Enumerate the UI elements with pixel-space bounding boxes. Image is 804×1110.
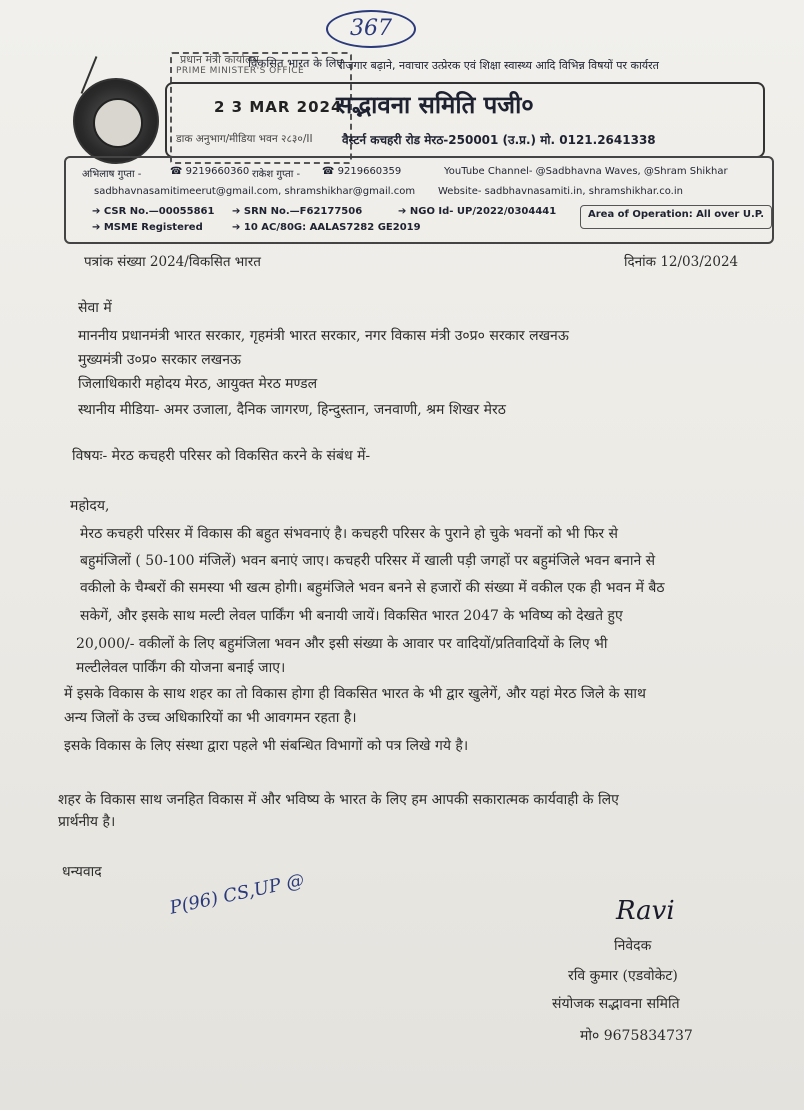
closing-line: शहर के विकास साथ जनहित विकास में और भविष्य के भारत के लिए हम आपकी सकारात्मक कार्यवाही के लिए	[58, 792, 619, 808]
stamp-line2: PRIME MINISTER'S OFFICE	[176, 66, 305, 76]
body-line: मेरठ कचहरी परिसर में विकास की बहुत संभवनाएं है। कचहरी परिसर के पुराने हो चुके भवनों को भी फिर से	[80, 526, 619, 542]
signature: Ravi	[616, 896, 675, 926]
org-name: सद्भावना समिति पजी०	[336, 90, 534, 119]
letter-ref: पत्रांक संख्या 2024/विकसित भारत	[84, 254, 262, 270]
to-line: माननीय प्रधानमंत्री भारत सरकार, गृहमंत्री भारत सरकार, नगर विकास मंत्री उ०प्र० सरकार लखनऊ	[78, 328, 569, 344]
body-line: बहुमंजिलों ( 50-100 मंजिलें) भवन बनाएं जाए। कचहरी परिसर में खाली पड़ी जगहों पर बहुमंजिले भवन बनाने से	[80, 553, 656, 569]
subject-line: विषयः- मेरठ कचहरी परिसर को विकसित करने के संबंध में-	[72, 448, 371, 464]
body-line: इसके विकास के लिए संस्था द्वारा पहले भी संबन्धित विभागों को पत्र लिखे गये है।	[64, 738, 469, 754]
body-line: वकीलो के चैम्बरों की समस्या भी खत्म होगी। बहुमंजिले भवन बनने से हजारों की संख्या में वकील एक ही भवन में बैठ	[80, 580, 665, 596]
to-line: जिलाधिकारी महोदय मेरठ, आयुक्त मेरठ मण्डल	[78, 376, 318, 392]
youtube-channel: YouTube Channel- @Sadbhavna Waves, @Shram Shikhar	[444, 166, 728, 177]
to-line: स्थानीय मीडिया- अमर उजाला, दैनिक जागरण, हिन्दुस्तान, जनवाणी, श्रम शिखर मेरठ	[78, 402, 506, 418]
closing-line: प्रार्थनीय है।	[58, 814, 116, 830]
signer-role: निवेदक	[614, 938, 652, 954]
stamp-line1: प्रधान मंत्री कार्यालय	[180, 53, 259, 66]
organization-logo	[73, 78, 159, 164]
signer-mobile: मो० 9675834737	[580, 1028, 693, 1044]
letter-date: दिनांक 12/03/2024	[624, 254, 739, 270]
ngo-id: ➔ NGO Id- UP/2022/0304441	[398, 206, 557, 217]
stamp-date: 2 3 MAR 2024	[214, 98, 343, 116]
person-1: अभिलाष गुप्ता -	[82, 169, 142, 180]
csr-number: ➔ CSR No.—00055861	[92, 206, 215, 217]
area-of-operation: Area of Operation: All over U.P.	[588, 209, 765, 220]
body-line: अन्य जिलों के उच्च अधिकारियों का भी आवगमन रहता है।	[64, 710, 357, 726]
msme-status: ➔ MSME Registered	[92, 222, 203, 233]
salutation: महोदय,	[70, 498, 110, 514]
signer-title: संयोजक सद्भावना समिति	[552, 996, 680, 1012]
org-address: वैस्टर्न कचहरी रोड मेरठ-250001 (उ.प्र.) मो. 0121.2641338	[342, 133, 656, 147]
phone-2: ☎ 9219660359	[322, 166, 402, 177]
thanks: धन्यवाद	[62, 864, 102, 880]
logo-emblem-icon	[93, 98, 143, 148]
body-line: मल्टीलेवल पार्किंग की योजना बनाई जाए।	[76, 660, 286, 676]
tax-registration: ➔ 10 AC/80G: AALAS7282 GE2019	[232, 222, 421, 233]
person-2: राकेश गुप्ता -	[252, 169, 301, 180]
to-label: सेवा में	[78, 300, 112, 316]
inward-number: 367	[350, 16, 392, 41]
body-line: में इसके विकास के साथ शहर का तो विकास होगा ही विकसित भारत के भी द्वार खुलेगें, और यहां मेरठ जिले के साथ	[64, 686, 647, 702]
srn-number: ➔ SRN No.—F62177506	[232, 206, 363, 217]
tagline-text: रोजगार बढ़ाने, नवाचार उत्प्रेरक एवं शिक्षा स्वास्थ्य आदि विभिन्न विषयों पर कार्यरत	[338, 59, 659, 72]
email-addresses: sadbhavnasamitimeerut@gmail.com, shramshikhar@gmail.com	[94, 186, 416, 197]
stamp-dak: डाक अनुभाग/मीडिया भवन २८३०/II	[176, 133, 313, 145]
website: Website- sadbhavnasamiti.in, shramshikhar.co.in	[438, 186, 683, 197]
inward-number-circle	[326, 10, 416, 48]
body-line: सकेगें, और इसके साथ मल्टी लेवल पार्किंग भी बनायी जायें। विकसित भारत 2047 के भविष्य को देखते हुए	[80, 608, 623, 624]
tagline-prefix: विकसित भारत के लिए	[248, 56, 343, 70]
body-line: 20,000/- वकीलों के लिए बहुमंजिला भवन और इसी संख्या के आवार पर वादियों/प्रतिवादियों के लिए भी	[76, 636, 608, 652]
tagline	[248, 56, 343, 71]
phone-1: ☎ 9219660360	[170, 166, 250, 177]
to-line: मुख्यमंत्री उ०प्र० सरकार लखनऊ	[78, 352, 241, 368]
handwritten-note: P(96) CS,UP @	[167, 869, 307, 919]
signer-name: रवि कुमार (एडवोकेट)	[568, 968, 678, 984]
